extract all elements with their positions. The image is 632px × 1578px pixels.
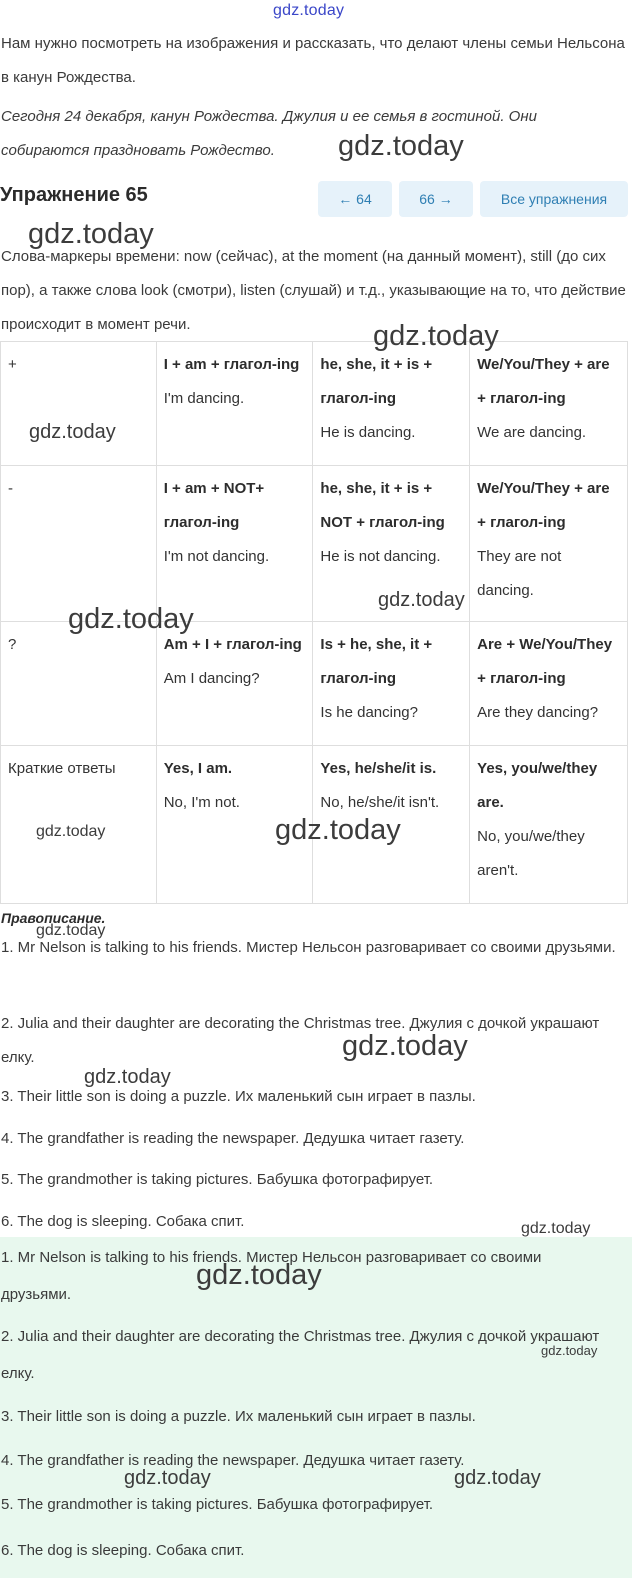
list-item: 5. The grandmother is taking pictures. Бабушка фотографирует. — [1, 1171, 434, 1188]
table-cell — [470, 466, 628, 622]
rule-text: Yes, I am. — [163, 760, 233, 777]
table-cell — [470, 342, 628, 466]
table-cell — [313, 622, 470, 746]
rule-text: Am + I + глагол-ing — [163, 636, 302, 653]
table-cell — [156, 466, 313, 622]
rule-text: I + am + NOT+ глагол-ing — [163, 480, 265, 531]
example-text: Is he dancing? — [320, 704, 418, 721]
table-cell — [470, 622, 628, 746]
watermark: gdz.today — [84, 1066, 171, 1088]
example-text: He is not dancing. — [320, 548, 441, 565]
answer-item: 3. Their little son is doing a puzzle. Их маленький сын играет в пазлы. — [1, 1408, 476, 1425]
table-row — [1, 342, 628, 466]
watermark: gdz.today — [196, 1259, 322, 1291]
rule-text: he, she, it + is + NOT + глагол-ing — [320, 480, 445, 531]
answer-item: 1. Mr Nelson is talking to his friends. Мистер Нельсон разговаривает со своими друзьями. — [1, 1249, 542, 1303]
row-label-text: ? — [8, 636, 17, 653]
rule-text: Are + We/You/They + глагол-ing — [477, 636, 613, 687]
table-row — [1, 622, 628, 746]
example-text: He is dancing. — [320, 424, 416, 441]
markers-text: Слова-маркеры времени: now (сейчас), at the moment (на данный момент), still (до сих пор), а также слова look (смотри), listen (слушай) и т.д., указывающие на то, что действие происходит в момент речи. — [1, 248, 626, 333]
rule-text: I + am + глагол-ing — [163, 356, 300, 373]
all-exercises-button[interactable]: Все упражнения — [480, 181, 628, 217]
site-logo[interactable]: gdz.today — [273, 2, 345, 19]
example-text: I'm dancing. — [163, 390, 245, 407]
watermark: gdz.today — [275, 814, 401, 846]
table-cell — [156, 342, 313, 466]
example-text: No, you/we/they aren't. — [477, 828, 585, 879]
answer-item: 4. The grandfather is reading the newspaper. Дедушка читает газету. — [1, 1452, 465, 1469]
watermark: gdz.today — [342, 1030, 468, 1062]
row-label — [1, 622, 157, 746]
watermark: gdz.today — [541, 1343, 598, 1358]
rule-text: We/You/They + are + глагол-ing — [477, 480, 610, 531]
exercise-title: Упражнение 65 — [0, 184, 148, 206]
watermark: gdz.today — [454, 1467, 541, 1489]
example-text: No, he/she/it isn't. — [320, 794, 440, 811]
watermark: gdz.today — [378, 589, 465, 611]
watermark: gdz.today — [28, 218, 154, 250]
example-text: They are not dancing. — [477, 548, 562, 599]
prev-exercise-button[interactable]: ← 64 — [318, 181, 392, 217]
watermark: gdz.today — [68, 603, 194, 635]
list-item: 3. Their little son is doing a puzzle. Их маленький сын играет в пазлы. — [1, 1088, 476, 1105]
rule-text: Yes, you/we/they are. — [477, 760, 598, 811]
rule-text: Yes, he/she/it is. — [320, 760, 437, 777]
example-text: Are they dancing? — [477, 704, 599, 721]
watermark: gdz.today — [36, 922, 106, 939]
table-cell — [313, 342, 470, 466]
table-row — [1, 466, 628, 622]
answer-item: 5. The grandmother is taking pictures. Бабушка фотографирует. — [1, 1496, 434, 1513]
example-text: We are dancing. — [477, 424, 587, 441]
row-label-text: + — [8, 356, 17, 373]
list-item: 2. Julia and their daughter are decorating the Christmas tree. Джулия с дочкой украшают елку. — [1, 1015, 600, 1066]
row-label-text: Краткие ответы — [8, 760, 116, 777]
example-text: I'm not dancing. — [163, 548, 270, 565]
table-cell — [470, 746, 628, 904]
answer-item: 6. The dog is sleeping. Собака спит. — [1, 1542, 245, 1559]
watermark: gdz.today — [521, 1220, 591, 1237]
example-text: No, I'm not. — [163, 794, 240, 811]
rule-text: Is + he, she, it + глагол-ing — [320, 636, 433, 687]
watermark: gdz.today — [124, 1467, 211, 1489]
rule-text: We/You/They + are + глагол-ing — [477, 356, 610, 407]
watermark: gdz.today — [338, 130, 464, 162]
table-cell — [156, 622, 313, 746]
watermark: gdz.today — [36, 823, 106, 840]
intro-text: Нам нужно посмотреть на изображения и рассказать, что делают члены семьи Нельсона в канун Рождества. — [1, 35, 625, 86]
example-text: Am I dancing? — [163, 670, 260, 687]
next-exercise-button[interactable]: 66 → — [399, 181, 473, 217]
list-item: 1. Mr Nelson is talking to his friends. Мистер Нельсон разговаривает со своими друзьями. — [1, 939, 616, 956]
row-label — [1, 342, 157, 466]
answer-item: 2. Julia and their daughter are decorating the Christmas tree. Джулия с дочкой украшают елку. — [1, 1328, 600, 1382]
row-label-text: - — [8, 480, 13, 497]
watermark: gdz.today — [29, 421, 116, 443]
rule-text: he, she, it + is + глагол-ing — [320, 356, 433, 407]
list-item: 4. The grandfather is reading the newspaper. Дедушка читает газету. — [1, 1130, 465, 1147]
watermark: gdz.today — [373, 320, 499, 352]
row-label — [1, 466, 157, 622]
list-item: 6. The dog is sleeping. Собака спит. — [1, 1213, 245, 1230]
intro-italic-text: Сегодня 24 декабря, канун Рождества. Джулия и ее семья в гостиной. Они собираются праздновать Рождество. — [1, 108, 537, 159]
spelling-heading: Правописание. — [1, 910, 106, 926]
